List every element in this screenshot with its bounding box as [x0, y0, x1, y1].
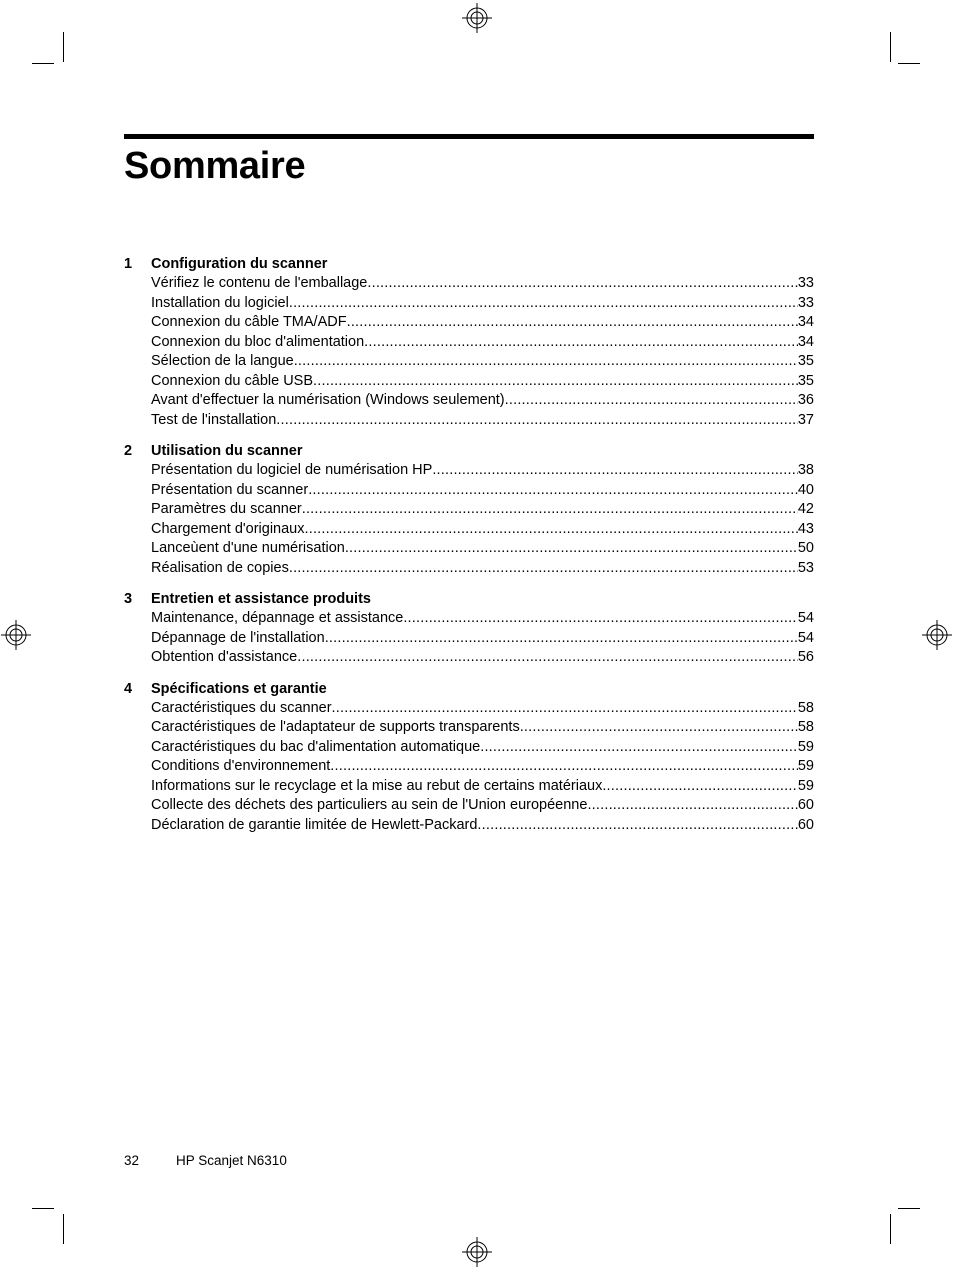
toc-entry-label: Connexion du bloc d'alimentation [151, 333, 365, 350]
toc-entry-page: 33 [797, 294, 814, 311]
toc-entry-label: Obtention d'assistance [151, 649, 298, 665]
dot-leader [505, 391, 798, 411]
footer-product-name: HP Scanjet N6310 [176, 1153, 287, 1168]
toc-entry[interactable] [151, 372, 814, 392]
page-footer [124, 1153, 287, 1168]
toc-entry-label: Conditions d'environnement [151, 758, 331, 774]
dot-leader [587, 796, 797, 816]
toc-chapter-3 [124, 590, 814, 668]
dot-leader [289, 294, 798, 314]
registration-mark-right-icon [922, 620, 952, 650]
toc-entry-label: Déclaration de garantie limitée de Hewlett-Packard [151, 816, 478, 833]
toc-entry-label: Paramètres du scanner [151, 501, 302, 517]
toc-entry-label: Caractéristiques du bac d'alimentation automatique [151, 738, 481, 755]
toc-entry-page: 59 [797, 758, 814, 774]
table-of-contents [124, 255, 814, 847]
title-rule [124, 134, 814, 139]
dot-leader [345, 539, 798, 559]
toc-entry[interactable] [151, 539, 814, 559]
toc-entry-page: 58 [797, 699, 814, 716]
toc-entry-page: 43 [797, 520, 814, 537]
toc-entry-page: 58 [797, 719, 814, 735]
crop-mark-bottom-right-h [898, 1208, 920, 1209]
toc-entry[interactable] [151, 333, 814, 353]
toc-chapter-1 [124, 255, 814, 430]
toc-entry-page: 35 [797, 353, 814, 369]
dot-leader [367, 274, 797, 294]
dot-leader [330, 757, 798, 777]
toc-entry[interactable] [151, 757, 814, 777]
toc-entry[interactable] [151, 777, 814, 797]
toc-entry[interactable] [151, 520, 814, 540]
toc-entry-page: 54 [797, 629, 814, 646]
dot-leader [403, 609, 798, 629]
toc-entry-page: 37 [797, 411, 814, 428]
chapter-title: Entretien et assistance produits [151, 591, 371, 607]
toc-entry-label: Lanceùent d'une numérisation [151, 540, 345, 556]
crop-mark-bottom-right-v [890, 1214, 891, 1244]
toc-entry-label: Connexion du câble USB [151, 372, 314, 389]
chapter-title: Utilisation du scanner [151, 443, 303, 459]
crop-mark-top-right-h [898, 63, 920, 64]
toc-entry-page: 53 [797, 559, 814, 576]
toc-entry-page: 54 [797, 610, 814, 626]
toc-entry-page: 59 [797, 738, 814, 755]
toc-entry-label: Vérifiez le contenu de l'emballage [151, 275, 368, 291]
chapter-number: 2 [124, 443, 133, 459]
toc-entry-page: 42 [797, 501, 814, 517]
page-title: Sommaire [124, 145, 306, 187]
toc-entry-page: 50 [797, 540, 814, 556]
chapter-number: 1 [124, 256, 133, 272]
chapter-heading[interactable] [124, 255, 814, 274]
toc-entry-label: Chargement d'originaux [151, 520, 305, 537]
dot-leader [364, 333, 798, 353]
toc-entry-label: Connexion du câble TMA/ADF [151, 314, 347, 330]
dot-leader [289, 559, 798, 579]
chapter-title: Configuration du scanner [151, 256, 328, 272]
toc-entry[interactable] [151, 559, 814, 579]
crop-mark-top-right-v [890, 32, 891, 62]
chapter-number: 4 [124, 680, 133, 697]
dot-leader [294, 352, 798, 372]
dot-leader [480, 738, 798, 758]
dot-leader [602, 777, 798, 797]
toc-entry[interactable] [151, 461, 814, 481]
toc-entry-label: Avant d'effectuer la numérisation (Windows seulement) [151, 392, 505, 408]
toc-entry-label: Collecte des déchets des particuliers au sein de l'Union européenne [151, 797, 588, 813]
chapter-number: 3 [124, 591, 133, 607]
toc-entry-page: 36 [797, 392, 814, 408]
toc-entry[interactable] [151, 481, 814, 501]
toc-entry-page: 38 [797, 462, 814, 478]
toc-entry[interactable] [151, 629, 814, 649]
crop-mark-top-left-v [63, 32, 64, 62]
toc-entry-page: 33 [797, 275, 814, 291]
toc-entry-label: Sélection de la langue [151, 353, 294, 369]
dot-leader [297, 648, 798, 668]
dot-leader [325, 629, 798, 649]
toc-entry[interactable] [151, 411, 814, 431]
toc-entry-page: 59 [797, 777, 814, 794]
chapter-heading[interactable] [124, 442, 814, 461]
dot-leader [432, 461, 798, 481]
dot-leader [477, 816, 797, 836]
registration-mark-top-icon [462, 3, 492, 33]
dot-leader [308, 481, 798, 501]
registration-mark-left-icon [1, 620, 31, 650]
dot-leader [332, 699, 798, 719]
chapter-heading[interactable] [124, 680, 814, 699]
crop-mark-top-left-h [32, 63, 54, 64]
toc-entry-page: 34 [797, 314, 814, 330]
dot-leader [347, 313, 798, 333]
toc-entry[interactable] [151, 274, 814, 294]
toc-entry-page: 56 [797, 649, 814, 665]
toc-entry[interactable] [151, 352, 814, 372]
toc-entry-page: 35 [797, 372, 814, 389]
toc-entry-label: Dépannage de l'installation [151, 629, 325, 646]
footer-page-number: 32 [124, 1153, 140, 1168]
dot-leader [313, 372, 798, 392]
dot-leader [305, 520, 798, 540]
registration-mark-bottom-icon [462, 1237, 492, 1267]
chapter-heading[interactable] [124, 590, 814, 609]
dot-leader [302, 500, 798, 520]
toc-entry-label: Test de l'installation [151, 411, 277, 428]
toc-entry-label: Présentation du scanner [151, 481, 309, 498]
toc-entry[interactable] [151, 648, 814, 668]
toc-entry-label: Maintenance, dépannage et assistance [151, 610, 404, 626]
toc-entry[interactable] [151, 609, 814, 629]
toc-entry-label: Caractéristiques de l'adaptateur de supports transparents [151, 719, 520, 735]
toc-entry[interactable] [151, 738, 814, 758]
toc-entry[interactable] [151, 718, 814, 738]
toc-entry[interactable] [151, 391, 814, 411]
toc-entry-page: 34 [797, 333, 814, 350]
toc-entry-label: Présentation du logiciel de numérisation HP [151, 462, 433, 478]
toc-entry-page: 60 [797, 816, 814, 833]
toc-entry[interactable] [151, 294, 814, 314]
toc-entry-label: Informations sur le recyclage et la mise au rebut de certains matériaux [151, 777, 603, 794]
toc-entry-page: 40 [797, 481, 814, 498]
toc-entry[interactable] [151, 313, 814, 333]
toc-chapter-2 [124, 442, 814, 578]
toc-entry[interactable] [151, 500, 814, 520]
toc-chapter-4 [124, 680, 814, 836]
dot-leader [276, 411, 798, 431]
toc-entry-label: Caractéristiques du scanner [151, 699, 332, 716]
toc-entry[interactable] [151, 816, 814, 836]
toc-entry[interactable] [151, 796, 814, 816]
toc-entry-page: 60 [797, 797, 814, 813]
toc-entry[interactable] [151, 699, 814, 719]
toc-entry-label: Installation du logiciel [151, 294, 289, 311]
crop-mark-bottom-left-h [32, 1208, 54, 1209]
toc-entry-label: Réalisation de copies [151, 559, 289, 576]
dot-leader [520, 718, 798, 738]
crop-mark-bottom-left-v [63, 1214, 64, 1244]
chapter-title: Spécifications et garantie [151, 680, 327, 697]
